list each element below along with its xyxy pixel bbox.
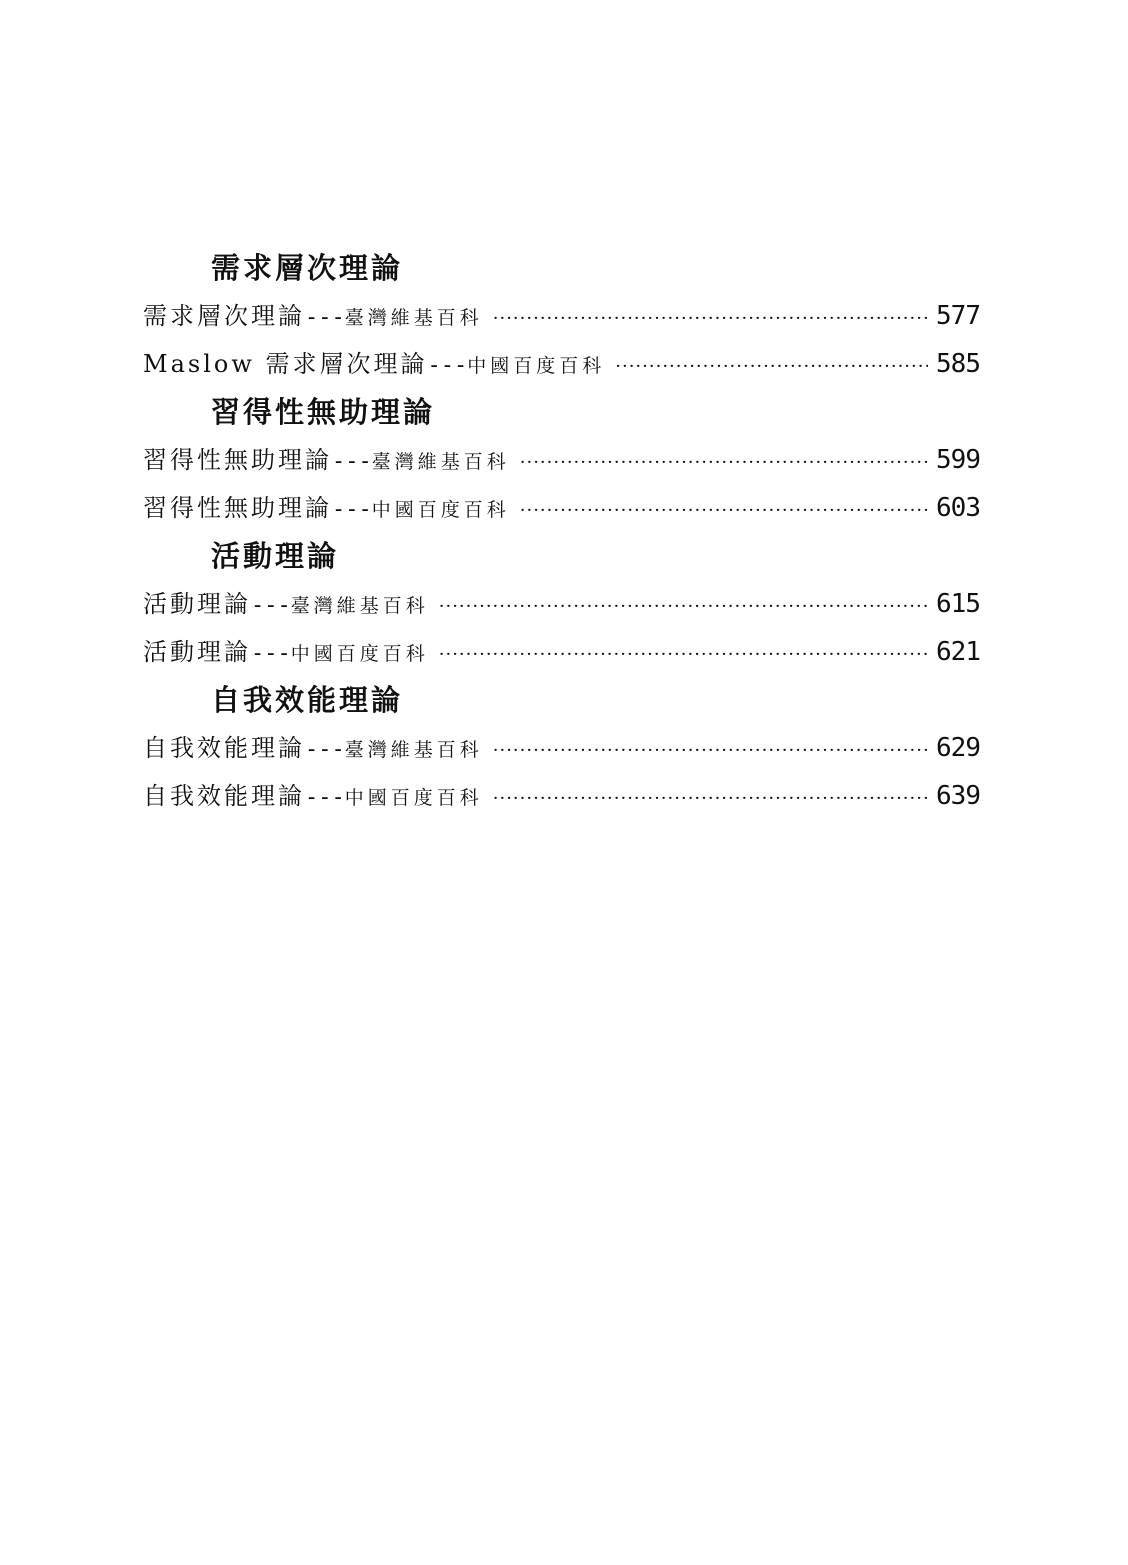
section-heading: 需求層次理論: [211, 251, 404, 285]
entry-source: 臺灣維基百科: [290, 595, 429, 617]
entry-lead: 活動理論: [143, 638, 251, 666]
entry-title: [143, 580, 429, 630]
toc-entry[interactable]: [143, 772, 980, 820]
entry-separator: ---: [305, 305, 345, 330]
entry-title: [143, 292, 483, 342]
entry-page-number: 585: [936, 349, 980, 379]
dot-leader: [615, 343, 928, 391]
section-heading: 習得性無助理論: [211, 395, 436, 429]
dot-leader: [520, 487, 928, 535]
toc-entry[interactable]: [143, 340, 980, 388]
toc-entry[interactable]: [143, 628, 980, 676]
entry-source: 中國百度百科: [290, 643, 429, 665]
entry-page-number: 639: [936, 781, 980, 811]
entry-separator: ---: [332, 449, 372, 474]
entry-separator: ---: [332, 497, 372, 522]
dot-leader: [520, 439, 928, 487]
dot-leader: [493, 295, 928, 343]
entry-lead: 自我效能理論: [143, 734, 305, 762]
toc-entry[interactable]: [143, 580, 980, 628]
dot-leader: [493, 775, 928, 823]
entry-title: [143, 724, 483, 774]
entry-page-number: 603: [936, 493, 980, 523]
entry-source: 臺灣維基百科: [344, 307, 483, 329]
toc-section: [143, 532, 980, 676]
entry-separator: ---: [305, 785, 345, 810]
entry-source: 中國百度百科: [344, 787, 483, 809]
entry-title: [143, 484, 510, 534]
toc-section: [143, 244, 980, 388]
entry-page-number: 629: [936, 733, 980, 763]
toc-entry[interactable]: [143, 436, 980, 484]
entry-title: [143, 772, 483, 822]
entry-lead: 自我效能理論: [143, 782, 305, 810]
dot-leader: [439, 631, 928, 679]
entry-title: [143, 436, 510, 486]
entry-separator: ---: [427, 353, 468, 378]
entry-lead: Maslow 需求層次理論: [143, 350, 428, 378]
entry-source: 臺灣維基百科: [344, 739, 483, 761]
table-of-contents: [143, 244, 980, 820]
entry-lead: 習得性無助理論: [143, 446, 332, 474]
toc-section: [143, 676, 980, 820]
entry-separator: ---: [305, 737, 345, 762]
entry-lead: 活動理論: [143, 590, 251, 618]
toc-entry[interactable]: [143, 724, 980, 772]
entry-title: [143, 628, 429, 678]
entry-page-number: 621: [936, 637, 980, 667]
toc-entry[interactable]: [143, 292, 980, 340]
entry-page-number: 577: [936, 301, 980, 331]
entry-separator: ---: [251, 641, 291, 666]
dot-leader: [439, 583, 928, 631]
entry-lead: 需求層次理論: [143, 302, 305, 330]
entry-title: [143, 340, 605, 390]
entry-page-number: 599: [936, 445, 980, 475]
section-heading: 自我效能理論: [211, 683, 404, 717]
entry-lead: 習得性無助理論: [143, 494, 332, 522]
section-heading: 活動理論: [211, 539, 340, 573]
dot-leader: [493, 727, 928, 775]
toc-section: [143, 388, 980, 532]
entry-page-number: 615: [936, 589, 980, 619]
entry-source: 中國百度百科: [467, 355, 606, 377]
entry-source: 臺灣維基百科: [371, 451, 510, 473]
entry-separator: ---: [251, 593, 291, 618]
entry-source: 中國百度百科: [371, 499, 510, 521]
toc-entry[interactable]: [143, 484, 980, 532]
